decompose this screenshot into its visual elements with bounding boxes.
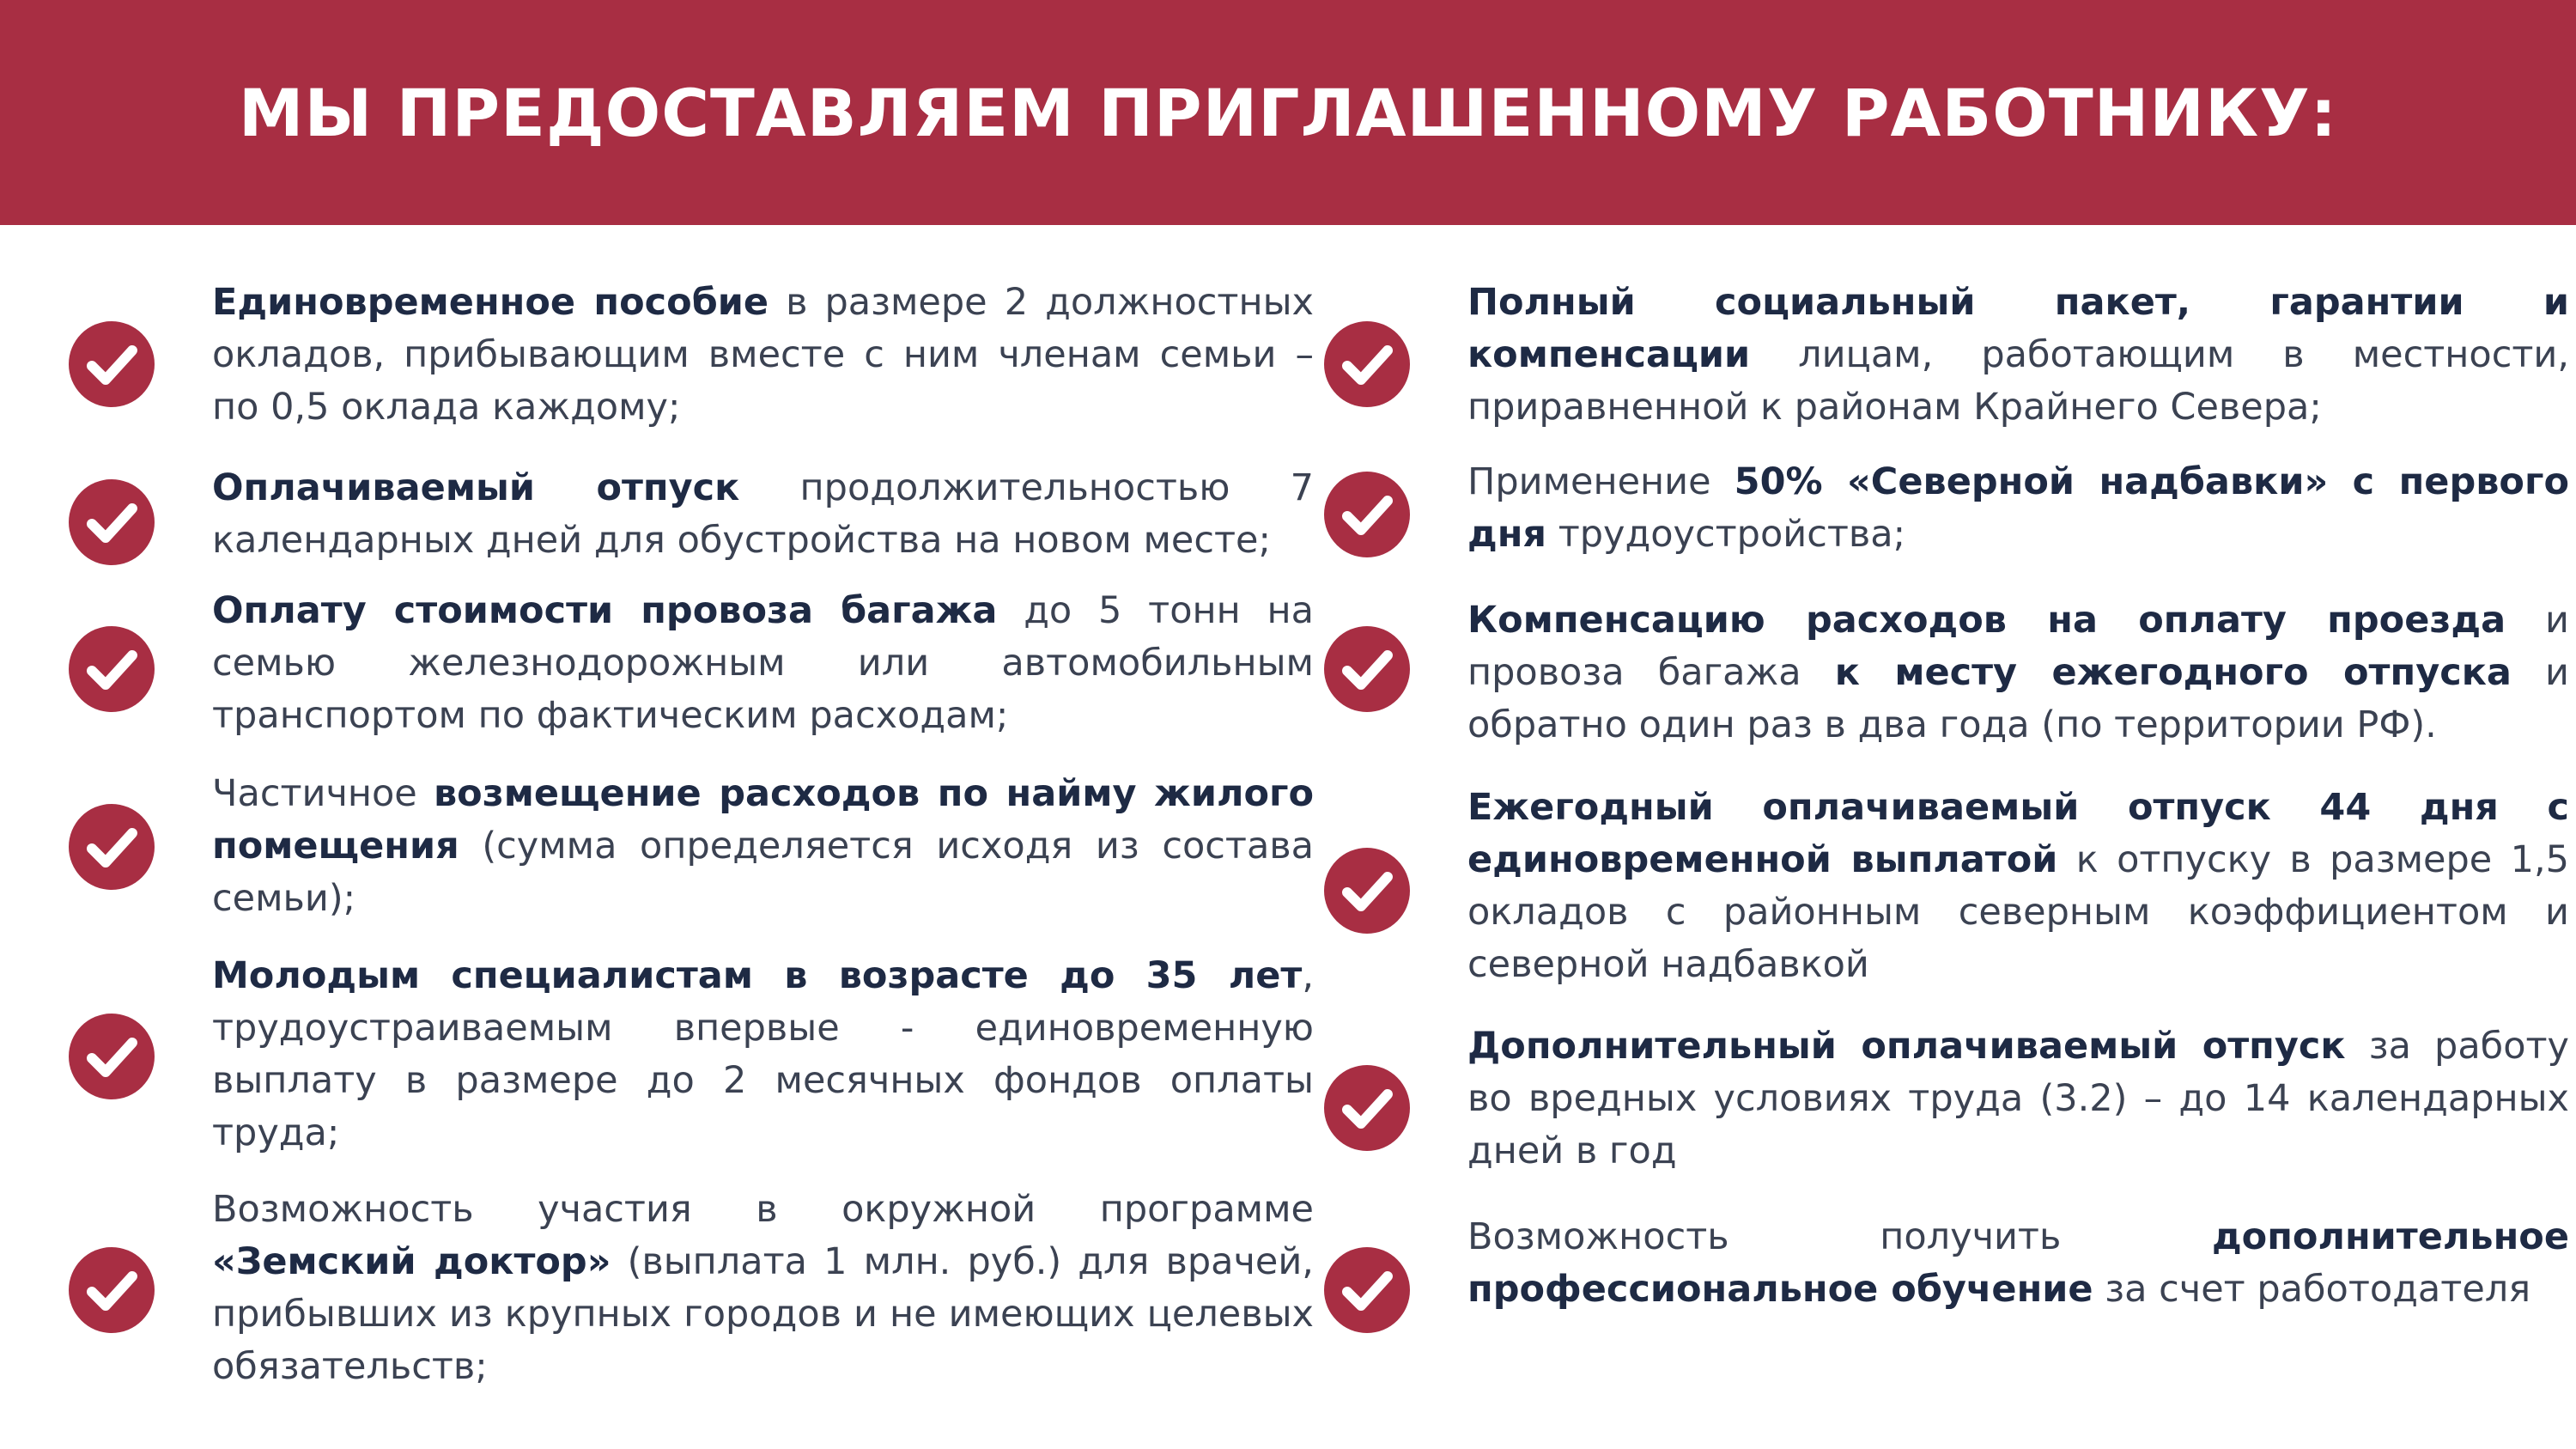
- benefit-text: Оплату стоимости провоза багажа до 5 тонн на семью железнодорожным или автомобильным транспортом по фактическим расходам;: [212, 589, 1314, 737]
- check-icon: [69, 626, 155, 712]
- benefit-text: Возможность участия в окружной программе «Земский доктор» (выплата 1 млн. руб.) для врачей, прибывших из крупных городов и не имеющих целевых обязательств;: [212, 1188, 1314, 1388]
- check-icon: [69, 479, 155, 565]
- benefit-text: Дополнительный оплачиваемый отпуск за работу во вредных условиях труда (3.2) – до 14 календарных дней в год: [1467, 1025, 2569, 1172]
- page-title: МЫ ПРЕДОСТАВЛЯЕМ ПРИГЛАШЕННОМУ РАБОТНИКУ:: [238, 74, 2338, 151]
- benefit-text: Единовременное пособие в размере 2 должностных окладов, прибывающим вместе с ним членам семьи – по 0,5 оклада каждому;: [212, 281, 1314, 429]
- check-icon: [1324, 626, 1410, 712]
- benefit-text: Полный социальный пакет, гарантии и компенсации лицам, работающим в местности, приравненной к районам Крайнего Севера;: [1467, 281, 2569, 429]
- benefit-text: Частичное возмещение расходов по найму жилого помещения (сумма определяется исходя из состава семьи);: [212, 772, 1314, 920]
- benefit-text: Молодым специалистам в возрасте до 35 лет, трудоустраиваемым впервые - единовременную выплату в размере до 2 месячных фондов оплаты труда;: [212, 954, 1314, 1154]
- check-icon: [1324, 1247, 1410, 1333]
- benefit-text: Ежегодный оплачиваемый отпуск 44 дня с единовременной выплатой к отпуску в размере 1,5 окладов с районным северным коэффициентом и северной надбавкой: [1467, 786, 2569, 986]
- check-icon: [69, 1247, 155, 1333]
- benefit-text: Применение 50% «Северной надбавки» с первого дня трудоустройства;: [1467, 460, 2569, 556]
- benefit-text: Компенсацию расходов на оплату проезда и провоза багажа к месту ежегодного отпуска и обратно один раз в два года (по территории РФ).: [1467, 599, 2569, 746]
- check-icon: [69, 804, 155, 890]
- check-icon: [1324, 472, 1410, 557]
- header-banner: [0, 0, 2576, 225]
- benefit-text: Возможность получить дополнительное профессиональное обучение за счет работодателя: [1467, 1215, 2569, 1311]
- benefit-text: Оплачиваемый отпуск продолжительностью 7 календарных дней для обустройства на новом месте;: [212, 466, 1314, 562]
- check-icon: [69, 1014, 155, 1099]
- check-icon: [69, 321, 155, 407]
- check-icon: [1324, 848, 1410, 934]
- check-icon: [1324, 1065, 1410, 1151]
- check-icon: [1324, 321, 1410, 407]
